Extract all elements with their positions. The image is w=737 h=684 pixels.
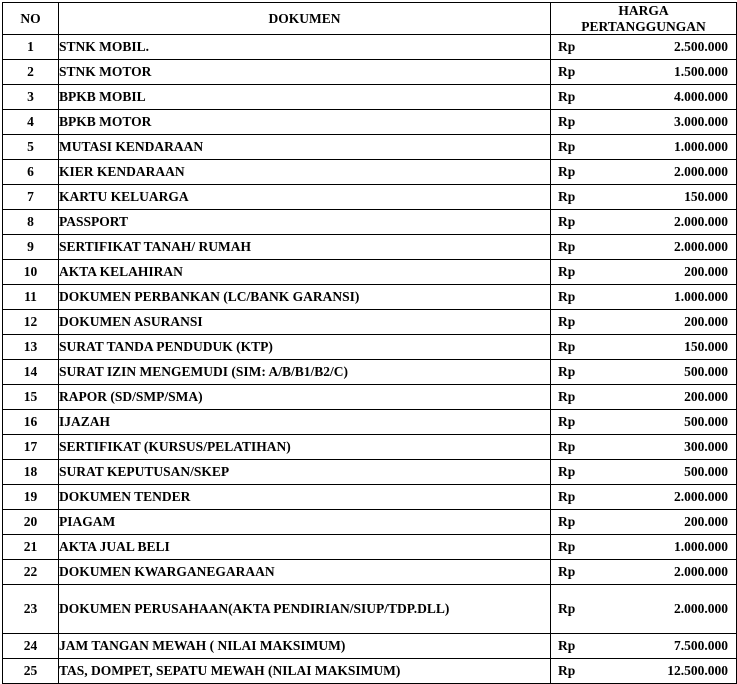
row-price-cell xyxy=(551,410,737,435)
amount-value: 12.500.000 xyxy=(667,663,728,679)
row-number: 10 xyxy=(3,260,59,285)
table-row xyxy=(3,560,737,585)
column-header-no: NO xyxy=(3,3,59,35)
row-price-cell xyxy=(551,560,737,585)
table-row xyxy=(3,435,737,460)
amount-value: 200.000 xyxy=(684,314,728,330)
row-document-name: BPKB MOBIL xyxy=(59,85,551,110)
currency-label: Rp xyxy=(558,264,576,280)
row-number: 5 xyxy=(3,135,59,160)
amount-value: 150.000 xyxy=(684,339,728,355)
amount-value: 500.000 xyxy=(684,464,728,480)
row-document-name: DOKUMEN KWARGANEGARAAN xyxy=(59,560,551,585)
row-document-name: DOKUMEN PERUSAHAAN(AKTA PENDIRIAN/SIUP/TDP.DLL) xyxy=(59,585,551,634)
price-wrapper xyxy=(551,289,736,305)
price-wrapper xyxy=(551,189,736,205)
currency-label: Rp xyxy=(558,289,576,305)
currency-label: Rp xyxy=(558,39,576,55)
table-header xyxy=(3,3,737,35)
amount-value: 2.000.000 xyxy=(674,601,728,617)
row-number: 18 xyxy=(3,460,59,485)
table-row xyxy=(3,260,737,285)
table-row xyxy=(3,310,737,335)
row-price-cell xyxy=(551,35,737,60)
table-row xyxy=(3,185,737,210)
row-number: 14 xyxy=(3,360,59,385)
row-price-cell xyxy=(551,460,737,485)
row-price-cell xyxy=(551,285,737,310)
amount-value: 200.000 xyxy=(684,389,728,405)
currency-label: Rp xyxy=(558,339,576,355)
row-document-name: KIER KENDARAAN xyxy=(59,160,551,185)
price-wrapper xyxy=(551,114,736,130)
amount-value: 150.000 xyxy=(684,189,728,205)
currency-label: Rp xyxy=(558,489,576,505)
row-price-cell xyxy=(551,235,737,260)
row-document-name: PIAGAM xyxy=(59,510,551,535)
table-row xyxy=(3,385,737,410)
amount-value: 200.000 xyxy=(684,514,728,530)
currency-label: Rp xyxy=(558,464,576,480)
row-number: 16 xyxy=(3,410,59,435)
price-wrapper xyxy=(551,414,736,430)
row-price-cell xyxy=(551,160,737,185)
currency-label: Rp xyxy=(558,414,576,430)
currency-label: Rp xyxy=(558,564,576,580)
currency-label: Rp xyxy=(558,663,576,679)
row-document-name: PASSPORT xyxy=(59,210,551,235)
table-body xyxy=(3,35,737,684)
amount-value: 2.000.000 xyxy=(674,164,728,180)
table-row xyxy=(3,235,737,260)
row-number: 22 xyxy=(3,560,59,585)
currency-label: Rp xyxy=(558,214,576,230)
table-row xyxy=(3,85,737,110)
amount-value: 1.000.000 xyxy=(674,139,728,155)
currency-label: Rp xyxy=(558,514,576,530)
row-price-cell xyxy=(551,360,737,385)
price-wrapper xyxy=(551,89,736,105)
table-row xyxy=(3,460,737,485)
price-wrapper xyxy=(551,564,736,580)
currency-label: Rp xyxy=(558,239,576,255)
amount-value: 1.000.000 xyxy=(674,539,728,555)
table-row xyxy=(3,585,737,634)
price-wrapper xyxy=(551,389,736,405)
row-number: 17 xyxy=(3,435,59,460)
table-row xyxy=(3,510,737,535)
row-document-name: DOKUMEN ASURANSI xyxy=(59,310,551,335)
row-number: 24 xyxy=(3,634,59,659)
currency-label: Rp xyxy=(558,364,576,380)
table-row xyxy=(3,285,737,310)
table-row xyxy=(3,210,737,235)
currency-label: Rp xyxy=(558,64,576,80)
row-price-cell xyxy=(551,60,737,85)
price-wrapper xyxy=(551,214,736,230)
amount-value: 7.500.000 xyxy=(674,638,728,654)
amount-value: 2.000.000 xyxy=(674,564,728,580)
row-document-name: SERTIFIKAT (KURSUS/PELATIHAN) xyxy=(59,435,551,460)
row-number: 3 xyxy=(3,85,59,110)
table-row xyxy=(3,160,737,185)
row-document-name: MUTASI KENDARAAN xyxy=(59,135,551,160)
row-document-name: DOKUMEN TENDER xyxy=(59,485,551,510)
amount-value: 2.500.000 xyxy=(674,39,728,55)
table-row xyxy=(3,535,737,560)
table-row xyxy=(3,634,737,659)
currency-label: Rp xyxy=(558,314,576,330)
row-document-name: SERTIFIKAT TANAH/ RUMAH xyxy=(59,235,551,260)
column-header-price-line2: PERTANGGUNGAN xyxy=(581,18,706,34)
row-number: 9 xyxy=(3,235,59,260)
table-row xyxy=(3,335,737,360)
row-number: 13 xyxy=(3,335,59,360)
price-wrapper xyxy=(551,638,736,654)
table-row xyxy=(3,110,737,135)
column-header-document: DOKUMEN xyxy=(59,3,551,35)
price-wrapper xyxy=(551,601,736,617)
row-price-cell xyxy=(551,510,737,535)
row-price-cell xyxy=(551,585,737,634)
row-number: 23 xyxy=(3,585,59,634)
currency-label: Rp xyxy=(558,539,576,555)
amount-value: 4.000.000 xyxy=(674,89,728,105)
price-wrapper xyxy=(551,314,736,330)
row-number: 1 xyxy=(3,35,59,60)
row-price-cell xyxy=(551,210,737,235)
currency-label: Rp xyxy=(558,439,576,455)
row-document-name: STNK MOBIL. xyxy=(59,35,551,60)
row-document-name: SURAT IZIN MENGEMUDI (SIM: A/B/B1/B2/C) xyxy=(59,360,551,385)
table-row xyxy=(3,135,737,160)
row-price-cell xyxy=(551,435,737,460)
price-wrapper xyxy=(551,239,736,255)
row-price-cell xyxy=(551,110,737,135)
table-row xyxy=(3,35,737,60)
currency-label: Rp xyxy=(558,89,576,105)
row-price-cell xyxy=(551,135,737,160)
price-wrapper xyxy=(551,364,736,380)
price-wrapper xyxy=(551,663,736,679)
row-document-name: SURAT TANDA PENDUDUK (KTP) xyxy=(59,335,551,360)
row-price-cell xyxy=(551,535,737,560)
row-document-name: STNK MOTOR xyxy=(59,60,551,85)
amount-value: 1.000.000 xyxy=(674,289,728,305)
row-number: 12 xyxy=(3,310,59,335)
currency-label: Rp xyxy=(558,139,576,155)
currency-label: Rp xyxy=(558,189,576,205)
row-price-cell xyxy=(551,385,737,410)
row-number: 6 xyxy=(3,160,59,185)
price-wrapper xyxy=(551,514,736,530)
amount-value: 1.500.000 xyxy=(674,64,728,80)
row-number: 7 xyxy=(3,185,59,210)
price-wrapper xyxy=(551,489,736,505)
price-wrapper xyxy=(551,39,736,55)
amount-value: 300.000 xyxy=(684,439,728,455)
row-price-cell xyxy=(551,485,737,510)
currency-label: Rp xyxy=(558,601,576,617)
column-header-price xyxy=(551,3,737,35)
amount-value: 500.000 xyxy=(684,364,728,380)
row-price-cell xyxy=(551,659,737,684)
price-wrapper xyxy=(551,339,736,355)
row-number: 19 xyxy=(3,485,59,510)
table-row xyxy=(3,360,737,385)
row-document-name: SURAT KEPUTUSAN/SKEP xyxy=(59,460,551,485)
row-price-cell xyxy=(551,335,737,360)
row-document-name: AKTA KELAHIRAN xyxy=(59,260,551,285)
column-header-price-line1: HARGA xyxy=(618,3,669,18)
price-wrapper xyxy=(551,439,736,455)
currency-label: Rp xyxy=(558,638,576,654)
row-number: 2 xyxy=(3,60,59,85)
row-number: 20 xyxy=(3,510,59,535)
row-price-cell xyxy=(551,185,737,210)
row-number: 11 xyxy=(3,285,59,310)
amount-value: 500.000 xyxy=(684,414,728,430)
currency-label: Rp xyxy=(558,389,576,405)
row-price-cell xyxy=(551,634,737,659)
row-price-cell xyxy=(551,85,737,110)
price-wrapper xyxy=(551,64,736,80)
row-price-cell xyxy=(551,260,737,285)
amount-value: 2.000.000 xyxy=(674,489,728,505)
row-document-name: DOKUMEN PERBANKAN (LC/BANK GARANSI) xyxy=(59,285,551,310)
row-number: 21 xyxy=(3,535,59,560)
table-row xyxy=(3,659,737,684)
currency-label: Rp xyxy=(558,114,576,130)
table-header-row xyxy=(3,3,737,35)
row-document-name: KARTU KELUARGA xyxy=(59,185,551,210)
price-wrapper xyxy=(551,164,736,180)
amount-value: 200.000 xyxy=(684,264,728,280)
row-number: 4 xyxy=(3,110,59,135)
row-document-name: JAM TANGAN MEWAH ( NILAI MAKSIMUM) xyxy=(59,634,551,659)
row-document-name: TAS, DOMPET, SEPATU MEWAH (NILAI MAKSIMUM) xyxy=(59,659,551,684)
row-number: 8 xyxy=(3,210,59,235)
row-number: 25 xyxy=(3,659,59,684)
row-document-name: RAPOR (SD/SMP/SMA) xyxy=(59,385,551,410)
row-number: 15 xyxy=(3,385,59,410)
amount-value: 2.000.000 xyxy=(674,214,728,230)
price-wrapper xyxy=(551,539,736,555)
price-wrapper xyxy=(551,139,736,155)
price-wrapper xyxy=(551,464,736,480)
amount-value: 3.000.000 xyxy=(674,114,728,130)
row-document-name: IJAZAH xyxy=(59,410,551,435)
currency-label: Rp xyxy=(558,164,576,180)
row-document-name: BPKB MOTOR xyxy=(59,110,551,135)
amount-value: 2.000.000 xyxy=(674,239,728,255)
row-document-name: AKTA JUAL BELI xyxy=(59,535,551,560)
insurance-coverage-table xyxy=(2,2,737,684)
table-row xyxy=(3,410,737,435)
table-row xyxy=(3,485,737,510)
row-price-cell xyxy=(551,310,737,335)
table-row xyxy=(3,60,737,85)
price-wrapper xyxy=(551,264,736,280)
